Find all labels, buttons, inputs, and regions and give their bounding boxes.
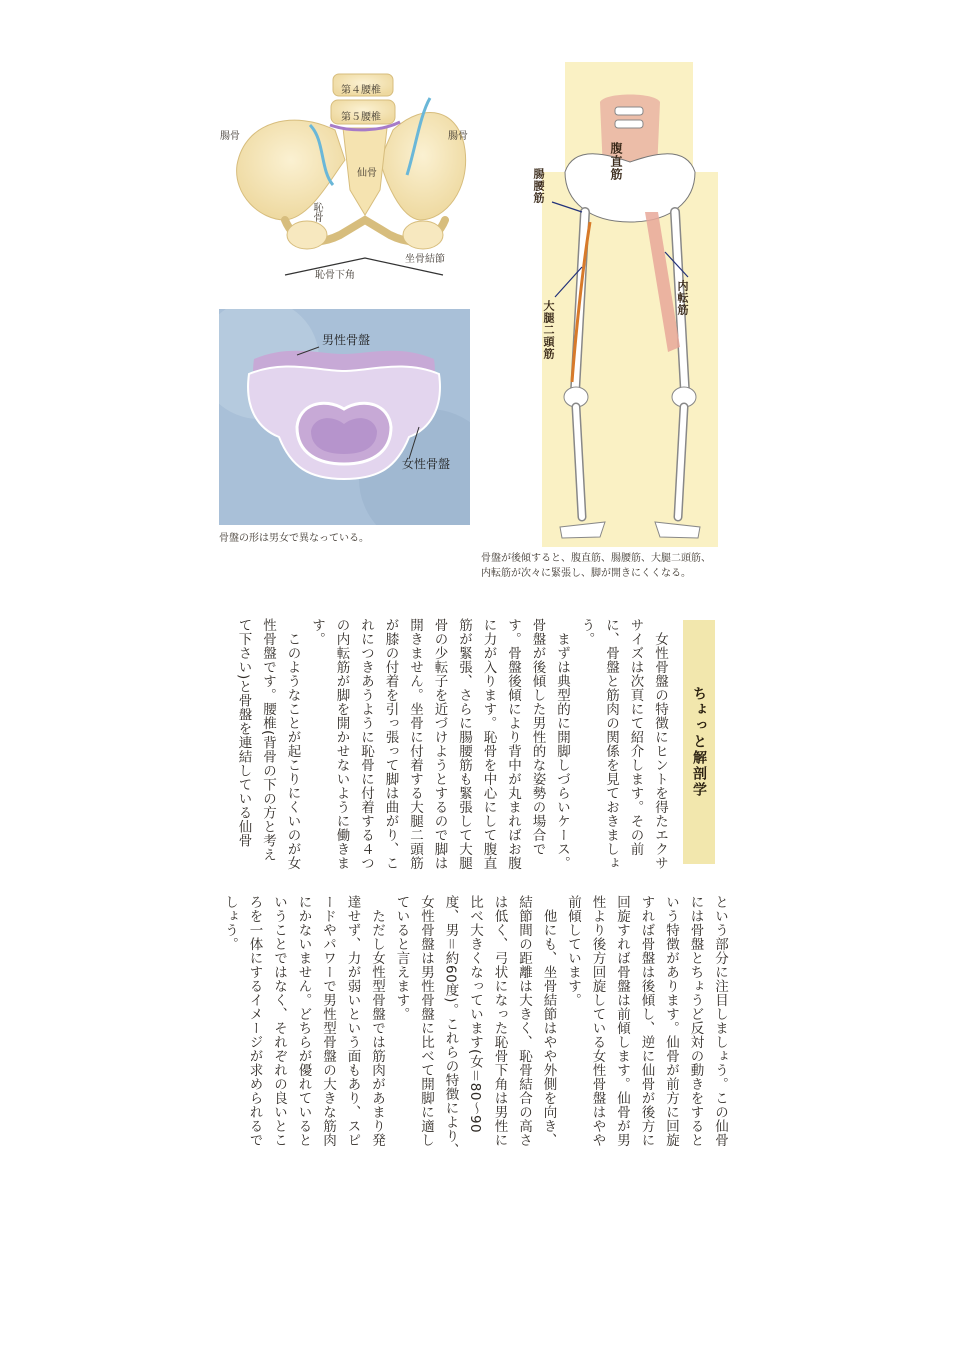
ilium-left-label: 腸骨: [220, 131, 240, 142]
lower-paragraph-1: という部分に注目しましょう。この仙骨には骨盤とちょうど反対の動きをするという特徴があります。仙骨が前方に回旋すれば骨盤は後傾し、逆に仙骨が後方に回旋すれば骨盤は前傾します。仙骨が男性より後方回旋している女性骨盤はやや前傾しています。: [565, 895, 728, 1147]
article-upper-block: [232, 618, 672, 873]
upper-paragraph-2: まずは典型的に開脚しづらいケース。骨盤が後傾した男性的な姿勢の場合です。骨盤後傾により背中が丸まればお腹に力が入ります。恥骨を中心にして腹直筋が緊張、さらに腸腰筋も緊張して大腿骨の少転子を近づけようとするので脚は開きません。坐骨に付着する大腿二頭筋が膝の付着を引っ張って脚は曲がり、これにつきあうように恥骨に付着する４つの内転筋が脚を開かせないように働きます。: [309, 618, 570, 870]
article-lower-block: [222, 895, 732, 1160]
gender-pelvis-figure: [219, 309, 470, 525]
article-heading: ちょっと解剖学: [683, 620, 715, 864]
legs-caption-line-1: 骨盤が後傾すると、腹直筋、腸腰筋、大腿二頭筋、: [481, 553, 711, 564]
rectus-label: 腹直筋: [609, 142, 623, 181]
upper-paragraph-3: このようなことが起こりにくいのが女性骨盤です。腰椎(背骨の下の方と考えて下さい)と骨盤を連結している仙骨: [235, 618, 301, 870]
ischial-label: 坐骨結節: [405, 254, 445, 265]
pubic-angle-label: 恥骨下角: [315, 270, 355, 281]
pubis-label: 恥骨: [311, 202, 322, 222]
ilium-right-label: 腸骨: [448, 131, 468, 142]
sacrum-label: 仙骨: [357, 168, 377, 179]
legs-caption-line-2: 内転筋が次々に緊張し、脚が開きにくくなる。: [481, 568, 691, 579]
legs-illustration: [530, 62, 730, 547]
adductor-label: 内転筋: [676, 280, 689, 316]
upper-paragraph-1: 女性骨盤の特徴にヒントを得たエクササイズは次頁にて紹介します。その前に、骨盤と筋肉の関係を見ておきましょう。: [578, 618, 668, 870]
l4-label: 第４腰椎: [341, 85, 381, 96]
lower-paragraph-2: 他にも、坐骨結節はやや外側を向き、結節間の距離は大きく、恥骨結合の高さは低く、弓状になった恥骨下角は男性に比べ大きくなっています(女＝80～90度、男＝約60度)。これらの特徴により、女性骨盤は男性骨盤に比べて開脚に適していると言えます。: [393, 895, 557, 1157]
male-pelvis-label: 男性骨盤: [322, 333, 371, 347]
lower-paragraph-3: ただし女性型骨盤では筋肉があまり発達せず、力が弱いという面もあり、スピードやパワーで男性型骨盤の大きな筋肉にかないません。どちらが優れているということではなく、それぞれの良いところを一体にするイメージが求められるでしょう。: [222, 895, 385, 1147]
legs-figure: [530, 62, 730, 547]
female-pelvis-label: 女性骨盤: [402, 457, 451, 471]
biceps-label: 大腿二頭筋: [542, 300, 555, 360]
pelvis-figure: [215, 70, 475, 290]
iliopsoas-label: 腸腰筋: [532, 168, 545, 204]
gender-figure-caption: 骨盤の形は男女で異なっている。: [219, 533, 369, 544]
l5-label: 第５腰椎: [341, 112, 381, 123]
legs-figure-caption: [481, 551, 711, 581]
